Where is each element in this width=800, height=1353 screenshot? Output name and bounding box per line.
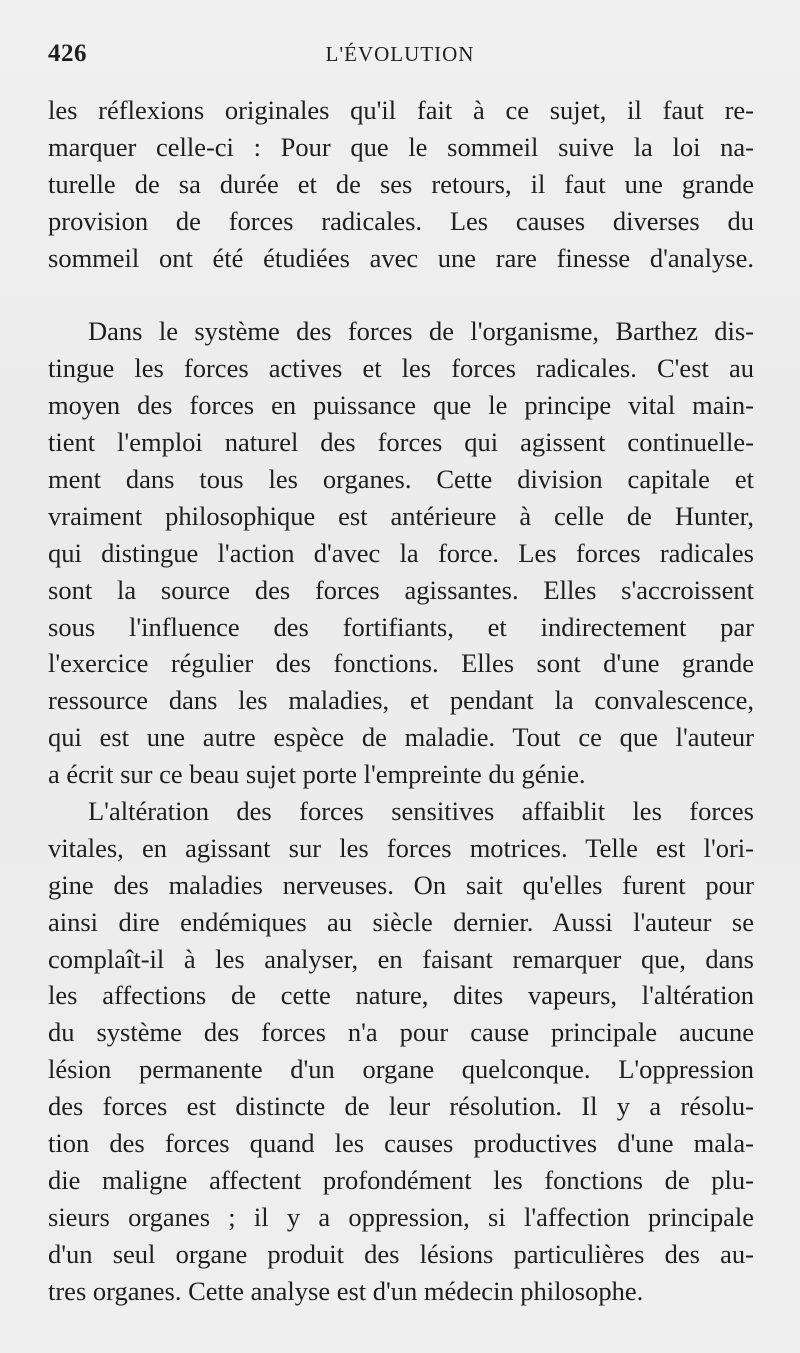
text-line: ment dans tous les organes. Cette division capitale et <box>48 464 754 495</box>
text-line: d'un seul organe produit des lésions particulières des au- <box>48 1238 754 1269</box>
text-line: tres organes. Cette analyse est d'un médecin philosophe. <box>48 1275 644 1306</box>
text-line: vitales, en agissant sur les forces motrices. Telle est l'ori- <box>48 832 754 863</box>
text-line: sont la source des forces agissantes. Elles s'accroissent <box>48 574 754 605</box>
text-line: die maligne affectent profondément les fonctions de plu- <box>48 1164 754 1195</box>
text-line: tion des forces quand les causes productives d'une mala- <box>48 1128 754 1159</box>
text-line: l'exercice régulier des fonctions. Elles sont d'une grande <box>48 648 754 679</box>
text-line: sieurs organes ; il y a oppression, si l'affection principale <box>48 1201 754 1232</box>
running-title: L'ÉVOLUTION <box>325 42 475 66</box>
text-line: ainsi dire endémiques au siècle dernier. Aussi l'auteur se <box>48 906 754 937</box>
text-line: qui distingue l'action d'avec la force. Les forces radicales <box>48 537 754 568</box>
paragraph-gap <box>48 276 754 313</box>
text-line: lésion permanente d'un organe quelconque. L'oppression <box>48 1054 754 1085</box>
body-text <box>48 92 754 1310</box>
text-line: tient l'emploi naturel des forces qui agissent continuelle- <box>48 427 754 458</box>
text-line: L'altération des forces sensitives affaiblit les forces <box>88 796 754 827</box>
text-line: provision de forces radicales. Les causes diverses du <box>48 205 754 236</box>
paragraph <box>48 92 754 276</box>
text-line: les réflexions originales qu'il fait à ce sujet, il faut re- <box>48 95 754 125</box>
text-line: tingue les forces actives et les forces radicales. C'est au <box>48 353 754 384</box>
text-line: moyen des forces en puissance que le principe vital main- <box>48 390 754 421</box>
text-line: vraiment philosophique est antérieure à celle de Hunter, <box>48 500 754 531</box>
text-line: sous l'influence des fortifiants, et indirectement par <box>48 611 754 642</box>
text-line: turelle de sa durée et de ses retours, il faut une grande <box>48 168 754 199</box>
text-line: gine des maladies nerveuses. On sait qu'elles furent pour <box>48 869 754 900</box>
text-line: les affections de cette nature, dites vapeurs, l'altération <box>48 980 754 1011</box>
text-line: du système des forces n'a pour cause principale aucune <box>48 1017 754 1048</box>
text-line: Dans le système des forces de l'organisme, Barthez dis- <box>88 316 754 347</box>
text-line: marquer celle-ci : Pour que le sommeil suive la loi na- <box>48 131 754 162</box>
text-line: complaît-il à les analyser, en faisant remarquer que, dans <box>48 943 754 974</box>
text-line: qui est une autre espèce de maladie. Tout ce que l'auteur <box>48 722 754 753</box>
text-line: sommeil ont été étudiées avec une rare finesse d'analyse. <box>48 242 754 273</box>
text-line: a écrit sur ce beau sujet porte l'empreinte du génie. <box>48 759 586 790</box>
paragraph <box>48 313 754 793</box>
page-header <box>48 40 752 76</box>
page-number: 426 <box>48 40 87 67</box>
text-line: des forces est distincte de leur résolution. Il y a résolu- <box>48 1091 754 1122</box>
text-line: ressource dans les maladies, et pendant la convalescence, <box>48 685 754 716</box>
paragraph <box>48 793 754 1309</box>
